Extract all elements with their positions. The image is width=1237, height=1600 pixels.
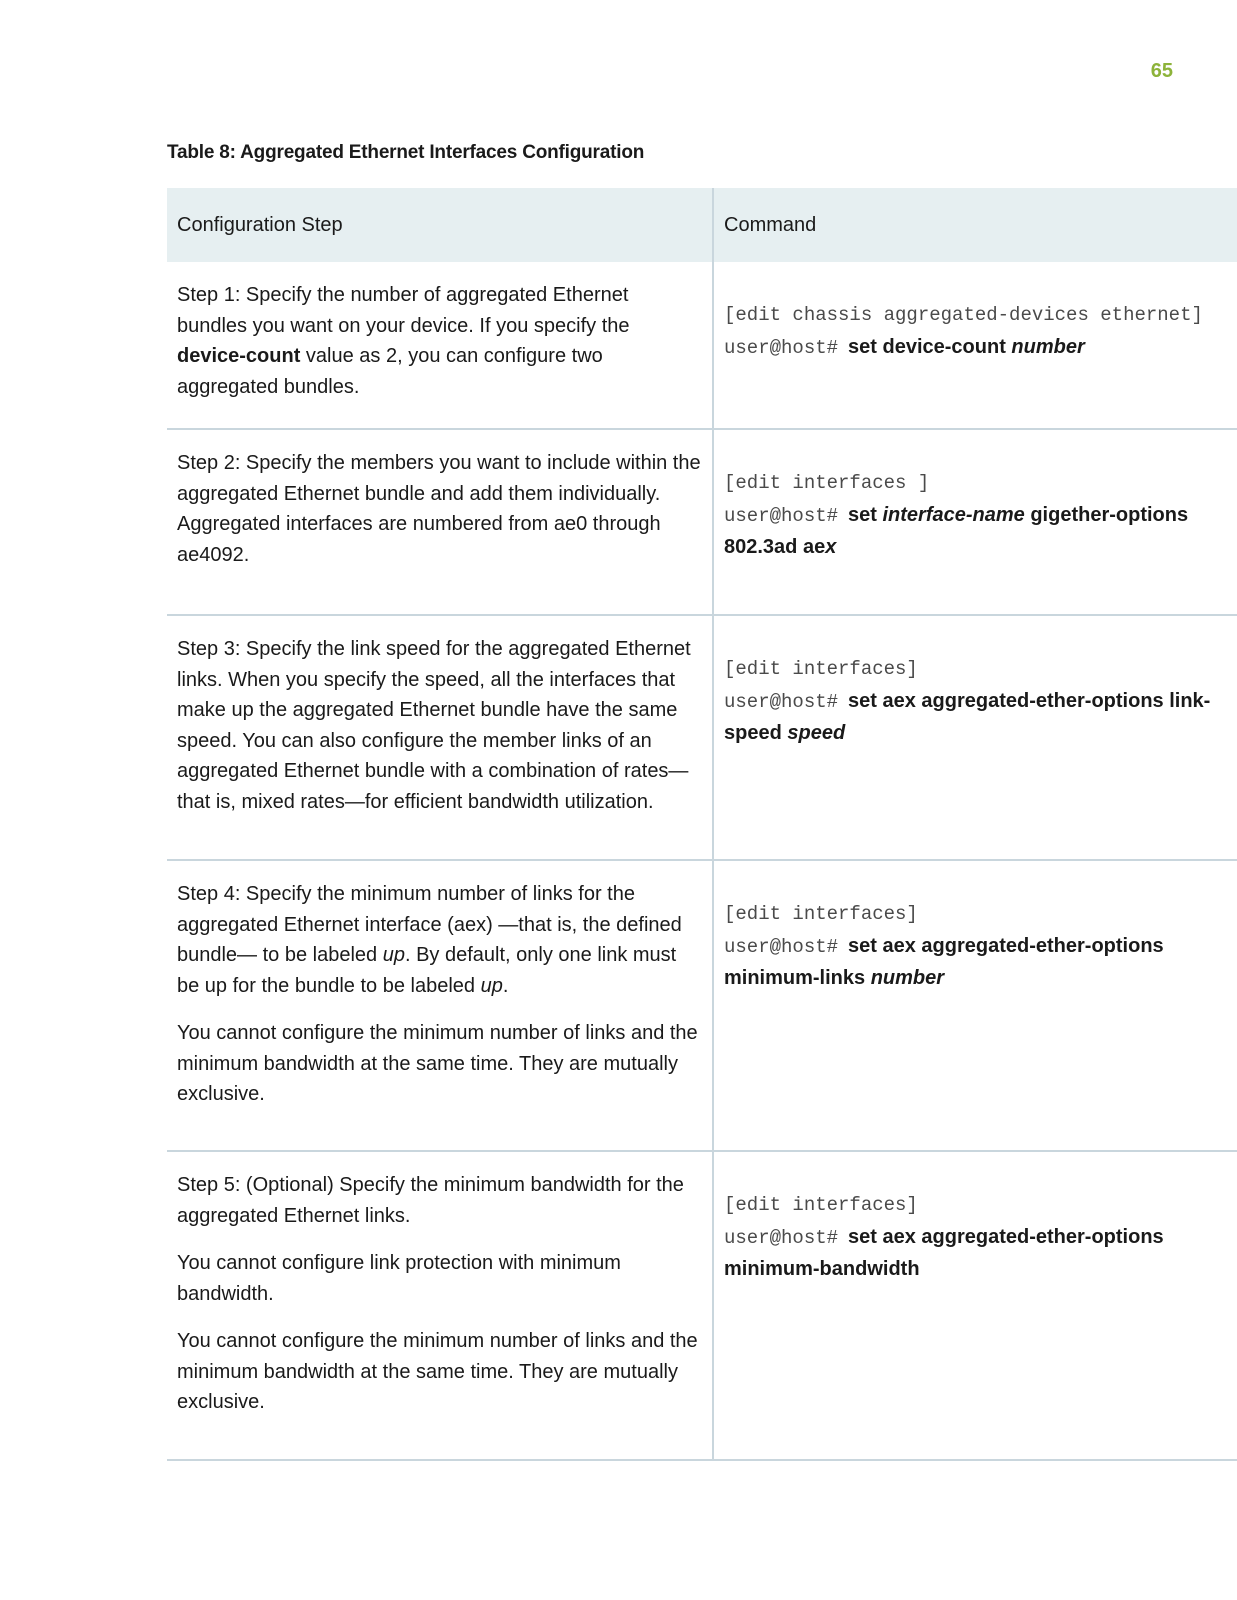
step-text: Step 3: Specify the link speed for the aggregated Ethernet links. When you specify the speed, all the interfaces that make up the aggregated Ethernet bundle have the same speed. You can also configure the member links of an aggregated Ethernet bundle with a combination of rates—that is, mixed rates—for efficient bandwidth utilization. xyxy=(177,638,691,813)
table-row xyxy=(167,429,1237,615)
command-prompt: user@host# xyxy=(724,935,839,958)
command-text xyxy=(848,336,1085,358)
command-part: gigether-options 802.3ad ae xyxy=(724,503,1189,558)
step-text: . xyxy=(502,974,509,997)
command-prompt: user@host# xyxy=(724,336,839,359)
table-row xyxy=(167,262,1237,429)
step-paragraph xyxy=(177,448,702,570)
configuration-table xyxy=(167,188,1237,1461)
command-context: [edit interfaces] xyxy=(724,658,918,680)
step-note-paragraph xyxy=(177,1326,702,1418)
step-text: Step 4: Specify the minimum number of links for the aggregated Ethernet interface (aex) —that is, the defined bundle— to be labeled xyxy=(177,883,682,966)
command-prompt: user@host# xyxy=(724,1226,839,1249)
step-italic-term: up xyxy=(480,974,503,997)
command-context: [edit interfaces] xyxy=(724,1194,918,1216)
step-note-paragraph xyxy=(177,1018,702,1110)
command-prompt: user@host# xyxy=(724,690,839,713)
step-cell xyxy=(167,1151,713,1460)
step-text: value as 2, you can configure two aggregated bundles. xyxy=(177,345,603,398)
command-cell xyxy=(713,615,1237,860)
command-part: set device-count xyxy=(848,335,1012,358)
step-text: Step 1: Specify the number of aggregated Ethernet bundles you want on your device. If you specify the xyxy=(177,284,630,337)
step-paragraph xyxy=(177,634,702,817)
column-header-command: Command xyxy=(713,188,1237,262)
step-text: . By default, only one link must be up for the bundle to be labeled xyxy=(177,944,677,997)
table-row xyxy=(167,860,1237,1151)
command-cell xyxy=(713,262,1237,429)
command-cell xyxy=(713,429,1237,615)
step-bold-keyword: device-count xyxy=(177,345,301,367)
command-part: set xyxy=(848,503,883,526)
step-text: You cannot configure link protection with minimum bandwidth. xyxy=(177,1252,621,1305)
step-text: Step 2: Specify the members you want to include within the aggregated Ethernet bundle and add them individually. Aggregated interfaces are numbered from ae0 through ae4092. xyxy=(177,452,701,566)
command-context: [edit interfaces] xyxy=(724,903,918,925)
step-cell xyxy=(167,615,713,860)
command-placeholder: interface-name xyxy=(882,503,1025,526)
command-context: [edit chassis aggregated-devices ethernet] xyxy=(724,304,1203,326)
table-caption: Table 8: Aggregated Ethernet Interfaces Configuration xyxy=(167,142,645,163)
table-header-row xyxy=(167,188,1237,262)
step-paragraph xyxy=(177,1170,702,1231)
step-paragraph xyxy=(177,879,702,1001)
step-text: You cannot configure the minimum number of links and the minimum bandwidth at the same time. They are mutually exclusive. xyxy=(177,1330,698,1413)
step-italic-term: up xyxy=(382,944,405,966)
command-prompt: user@host# xyxy=(724,504,839,527)
step-note-paragraph xyxy=(177,1248,702,1309)
column-header-configuration-step: Configuration Step xyxy=(167,188,713,262)
command-placeholder: speed xyxy=(787,722,846,744)
command-cell xyxy=(713,1151,1237,1460)
step-cell xyxy=(167,429,713,615)
command-placeholder: number xyxy=(1011,335,1085,358)
command-context: [edit interfaces ] xyxy=(724,472,930,494)
page-number: 65 xyxy=(1150,60,1173,82)
command-part: set aex aggregated-ether-options link-speed xyxy=(724,689,1211,744)
step-cell xyxy=(167,860,713,1151)
table-row xyxy=(167,615,1237,860)
command-cell xyxy=(713,860,1237,1151)
step-text: You cannot configure the minimum number of links and the minimum bandwidth at the same time. They are mutually exclusive. xyxy=(177,1022,698,1105)
step-cell xyxy=(167,262,713,429)
step-text: Step 5: (Optional) Specify the minimum bandwidth for the aggregated Ethernet links. xyxy=(177,1174,684,1227)
command-placeholder: number xyxy=(870,967,945,989)
command-part: set aex aggregated-ether-options minimum-links xyxy=(724,934,1164,989)
command-placeholder: x xyxy=(825,536,837,558)
table-row xyxy=(167,1151,1237,1460)
step-paragraph xyxy=(177,280,702,402)
command-part: set aex aggregated-ether-options minimum-bandwidth xyxy=(724,1225,1164,1280)
